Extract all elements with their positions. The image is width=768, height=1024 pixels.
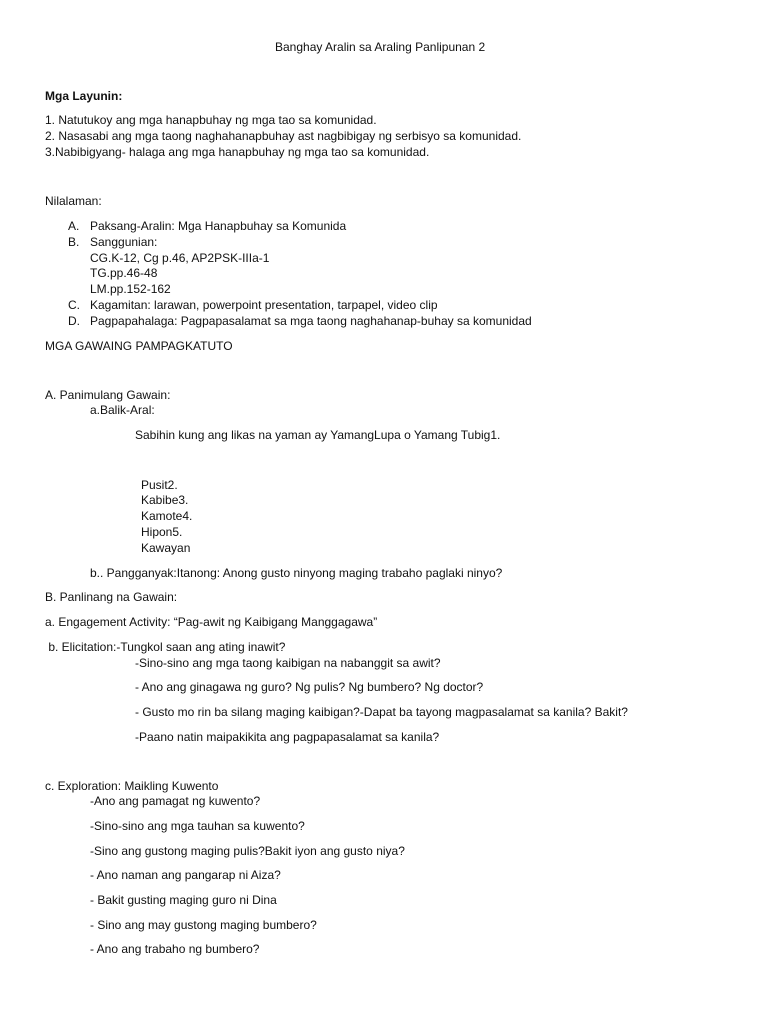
list-item: Paksang-Aralin: Mga Hanapbuhay sa Komunida — [90, 219, 347, 233]
list-item: Sanggunian: — [90, 235, 158, 249]
layunin-item: 3.Nabibigyang- halaga ang mga hanapbuhay ng mga tao sa komunidad. — [45, 145, 430, 159]
list-item: CG.K-12, Cg p.46, AP2PSK-IIIa-1 — [90, 251, 270, 265]
list-item: TG.pp.46-48 — [90, 266, 158, 280]
elicitation-question: - Gusto mo rin ba silang maging kaibigan?-Dapat ba tayong magpasalamat sa kanila? Bakit? — [135, 705, 628, 719]
list-marker: D. — [68, 314, 80, 328]
list-item: LM.pp.152-162 — [90, 282, 171, 296]
exploration-question: - Ano naman ang pangarap ni Aiza? — [90, 868, 281, 882]
exploration-question: - Bakit gusting maging guro ni Dina — [90, 893, 277, 907]
exploration-question: -Ano ang pamagat ng kuwento? — [90, 794, 261, 808]
exploration-question: - Ano ang trabaho ng bumbero? — [90, 942, 260, 956]
nilalaman-heading: Nilalaman: — [45, 194, 102, 208]
layunin-item: 1. Natutukoy ang mga hanapbuhay ng mga tao sa komunidad. — [45, 113, 377, 127]
pangganyak: b.. Pangganyak:Itanong: Anong gusto ninyong maging trabaho paglaki ninyo? — [90, 566, 503, 580]
panlinang-gawain: B. Panlinang na Gawain: — [45, 590, 178, 604]
list-marker: B. — [68, 235, 80, 249]
layunin-heading: Mga Layunin: — [45, 89, 123, 103]
panimulang-gawain: A. Panimulang Gawain: — [45, 388, 171, 402]
list-marker: C. — [68, 298, 80, 312]
balik-aral: a.Balik-Aral: — [90, 403, 155, 417]
exploration: c. Exploration: Maikling Kuwento — [45, 779, 219, 793]
word-item: Kamote4. — [141, 509, 193, 523]
engagement-activity: a. Engagement Activity: “Pag-awit ng Kaibigang Manggagawa” — [45, 615, 378, 629]
balik-aral-instruction: Sabihin kung ang likas na yaman ay YamangLupa o Yamang Tubig1. — [135, 428, 501, 442]
layunin-item: 2. Nasasabi ang mga taong naghahanapbuhay ast nagbibigay ng serbisyo sa komunidad. — [45, 129, 522, 143]
word-item: Pusit2. — [141, 478, 178, 492]
word-item: Hipon5. — [141, 525, 183, 539]
gawain-heading: MGA GAWAING PAMPAGKATUTO — [45, 339, 233, 353]
exploration-question: -Sino ang gustong maging pulis?Bakit iyon ang gusto niya? — [90, 844, 405, 858]
word-item: Kawayan — [141, 541, 191, 555]
document-title: Banghay Aralin sa Araling Panlipunan 2 — [275, 40, 486, 54]
elicitation-question: -Paano natin maipakikita ang pagpapasalamat sa kanila? — [135, 730, 440, 744]
word-item: Kabibe3. — [141, 493, 189, 507]
list-marker: A. — [68, 219, 80, 233]
elicitation: b. Elicitation:-Tungkol saan ang ating inawit? — [45, 640, 286, 654]
elicitation-question: -Sino-sino ang mga taong kaibigan na nabanggit sa awit? — [135, 656, 441, 670]
elicitation-question: - Ano ang ginagawa ng guro? Ng pulis? Ng bumbero? Ng doctor? — [135, 680, 484, 694]
exploration-question: - Sino ang may gustong maging bumbero? — [90, 918, 317, 932]
list-item: Pagpapahalaga: Pagpapasalamat sa mga taong naghahanap-buhay sa komunidad — [90, 314, 532, 328]
exploration-question: -Sino-sino ang mga tauhan sa kuwento? — [90, 819, 305, 833]
list-item: Kagamitan: larawan, powerpoint presentation, tarpapel, video clip — [90, 298, 438, 312]
